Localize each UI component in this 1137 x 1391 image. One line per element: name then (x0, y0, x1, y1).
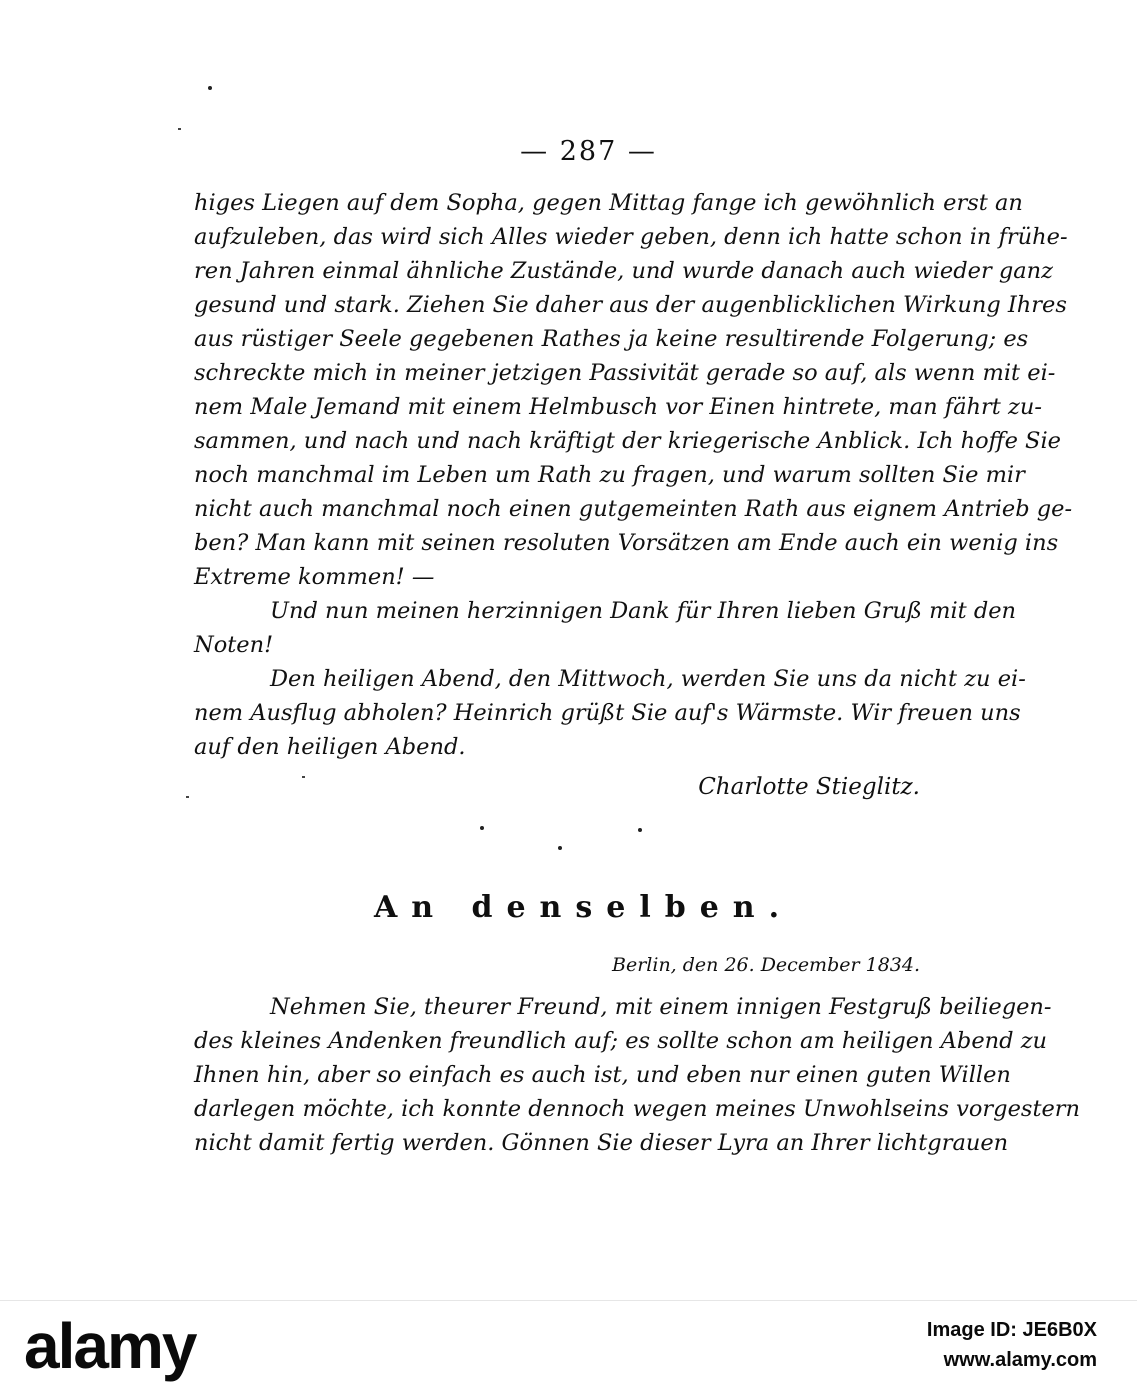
text-line: aus rüstiger Seele gegebenen Rathes ja keine resultirende Folgerung; es (194, 326, 1029, 352)
text-line: sammen, und nach und nach kräftigt der kriegerische Anblick. Ich hoffe Sie (194, 428, 1061, 454)
stock-footer (0, 1300, 1137, 1391)
signature: Charlotte Stieglitz. (698, 774, 920, 800)
text-line: schreckte mich in meiner jetzigen Passivität gerade so auf, als wenn mit ei- (194, 360, 1056, 386)
specks (178, 128, 181, 130)
section-heading: An denselben. (373, 890, 794, 925)
image-id: Image ID: JE6B0X (926, 1319, 1097, 1341)
specks (480, 826, 484, 830)
specks (186, 796, 189, 798)
footer-info (677, 1315, 1097, 1375)
text-line: gesund und stark. Ziehen Sie daher aus der augenblicklichen Wirkung Ihres (194, 292, 1067, 318)
text-line: Nehmen Sie, theurer Freund, mit einem innigen Festgruß beiliegen- (270, 994, 1052, 1020)
text-line: nicht damit fertig werden. Gönnen Sie dieser Lyra an Ihrer lichtgrauen (194, 1130, 1009, 1156)
text-line: ren Jahren einmal ähnliche Zustände, und wurde danach auch wieder ganz (194, 258, 1054, 284)
text-line: Den heiligen Abend, den Mittwoch, werden Sie uns da nicht zu ei- (270, 666, 1026, 692)
specks (558, 846, 562, 850)
site-url: www.alamy.com (943, 1349, 1097, 1371)
text-line: Extreme kommen! — (194, 564, 435, 590)
text-line: darlegen möchte, ich konnte dennoch wegen meines Unwohlseins vorgestern (194, 1096, 1081, 1122)
alamy-logo: alamy (24, 1310, 196, 1382)
dateline: Berlin, den 26. December 1834. (612, 954, 920, 976)
text-line: nem Male Jemand mit einem Helmbusch vor Einen hintrete, man fährt zu- (194, 394, 1042, 420)
text-line: des kleines Andenken freundlich auf; es sollte schon am heiligen Abend zu (194, 1028, 1048, 1054)
page-number: — 287 — (520, 136, 657, 167)
text-line: aufzuleben, das wird sich Alles wieder geben, denn ich hatte schon in frühe- (194, 224, 1068, 250)
text-line: noch manchmal im Leben um Rath zu fragen, und warum sollten Sie mir (194, 462, 1025, 488)
specks (302, 776, 305, 778)
text-line: ben? Man kann mit seinen resoluten Vorsätzen am Ende auch ein wenig ins (194, 530, 1059, 556)
text-line: higes Liegen auf dem Sopha, gegen Mittag fange ich gewöhnlich erst an (194, 190, 1023, 216)
text-line: nicht auch manchmal noch einen gutgemeinten Rath aus eignem Antrieb ge- (194, 496, 1073, 522)
text-line: Und nun meinen herzinnigen Dank für Ihren lieben Gruß mit den (270, 598, 1017, 624)
text-line: nem Ausflug abholen? Heinrich grüßt Sie auf's Wärmste. Wir freuen uns (194, 700, 1021, 726)
specks (208, 86, 212, 90)
text-line: auf den heiligen Abend. (194, 734, 466, 760)
text-line: Ihnen hin, aber so einfach es auch ist, und eben nur einen guten Willen (194, 1062, 1011, 1088)
specks (638, 828, 642, 832)
text-line: Noten! (194, 632, 274, 658)
